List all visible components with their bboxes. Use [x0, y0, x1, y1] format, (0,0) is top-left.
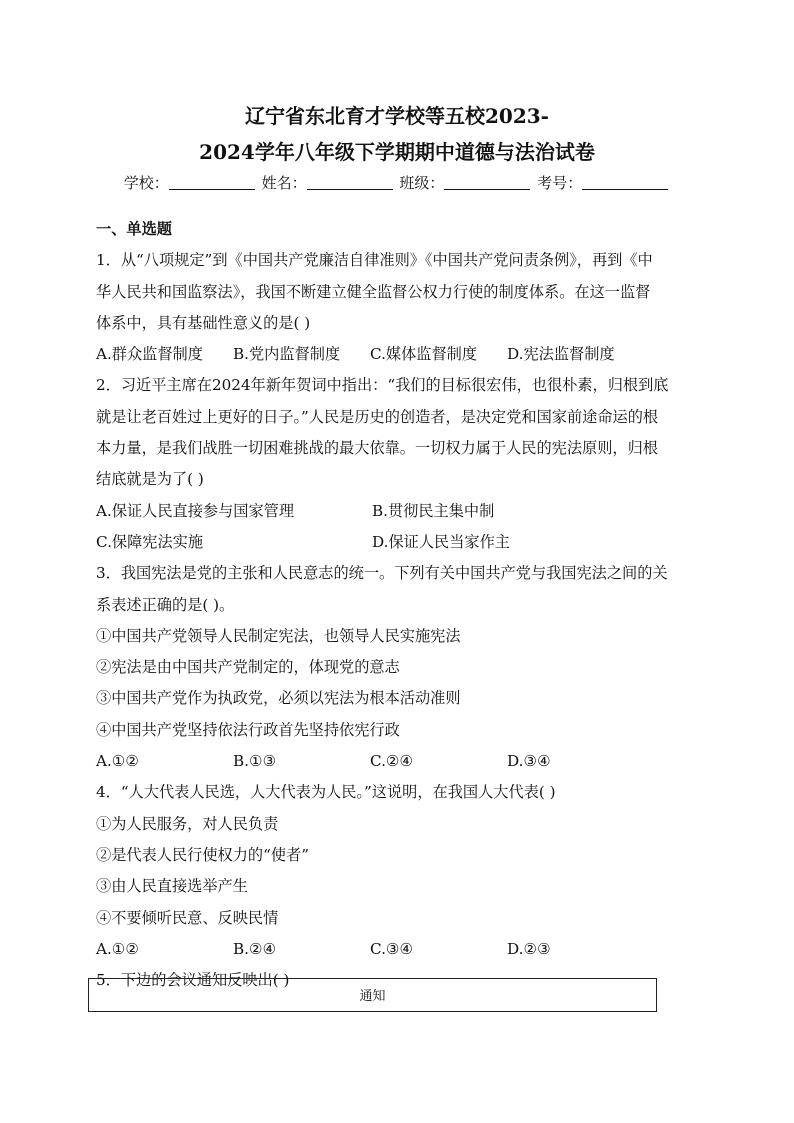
- option-a: A.群众监督制度: [96, 345, 203, 364]
- option-d: D.③④: [507, 752, 551, 771]
- statement-item: ①为人民服务，对人民负责: [96, 814, 279, 833]
- exam-title-line2: 2024学年八年级下学期期中道德与法治试卷: [199, 140, 595, 164]
- question-text-line: 4．“人大代表人民选，人大代表为人民。”这说明，在我国人大代表( ): [96, 783, 556, 802]
- option-c: C.③④: [370, 939, 414, 958]
- question-text-line: 系表述正确的是( )。: [96, 595, 235, 614]
- statement-item: ①中国共产党领导人民制定宪法，也领导人民实施宪法: [96, 626, 461, 645]
- question-3: [96, 558, 700, 777]
- student-info-row: [0, 172, 794, 193]
- options-row: [96, 339, 700, 370]
- option-d: D.保证人民当家作主: [372, 532, 510, 551]
- option-b: B.贯彻民主集中制: [372, 501, 495, 520]
- option-a: A.保证人民直接参与国家管理: [96, 501, 295, 520]
- option-b: B.②④: [233, 939, 277, 958]
- option-d: D.②③: [507, 939, 551, 958]
- notice-title: 通知: [359, 989, 386, 1004]
- school-blank[interactable]: [169, 175, 255, 190]
- option-b: B.①③: [233, 752, 277, 771]
- statement-item: ③中国共产党作为执政党，必须以宪法为根本活动准则: [96, 689, 461, 708]
- options-row: [96, 934, 700, 965]
- class-blank[interactable]: [444, 175, 530, 190]
- option-a: A.①②: [96, 752, 140, 771]
- question-text-line: 结底就是为了( ): [96, 470, 204, 489]
- options-row: [96, 746, 700, 777]
- question-text-line: 2．习近平主席在2024年新年贺词中指出：“我们的目标很宏伟，也很朴素，归根到底: [96, 376, 669, 395]
- question-text-line: 华人民共和国监察法》，我国不断建立健全监督公权力行使的制度体系。在这一监督: [96, 282, 651, 301]
- option-c: C.保障宪法实施: [96, 532, 204, 551]
- options-row: [96, 496, 700, 527]
- statement-item: ②是代表人民行使权力的“使者”: [96, 845, 309, 864]
- name-label: 姓名：: [261, 174, 307, 192]
- exam-number-blank[interactable]: [582, 175, 668, 190]
- name-blank[interactable]: [307, 175, 393, 190]
- statement-item: ④中国共产党坚持依法行政首先坚持依宪行政: [96, 720, 400, 739]
- question-text-line: 5．下边的会议通知反映出( ): [96, 971, 290, 990]
- exam-content: [96, 214, 700, 996]
- statement-item: ②宪法是由中国共产党制定的，体现党的意志: [96, 658, 400, 677]
- section-heading: 一、单选题: [96, 220, 172, 238]
- exam-title-line1: 辽宁省东北育才学校等五校2023-: [245, 104, 549, 128]
- question-text-line: 本力量，是我们战胜一切困难挑战的最大依靠。一切权力属于人民的宪法原则，归根: [96, 439, 658, 458]
- question-text-line: 体系中，具有基础性意义的是( ): [96, 313, 311, 332]
- option-c: C.②④: [370, 752, 414, 771]
- question-text-line: 3．我国宪法是党的主张和人民意志的统一。下列有关中国共产党与我国宪法之间的关: [96, 564, 668, 583]
- option-a: A.①②: [96, 939, 140, 958]
- meeting-notice-box: [88, 978, 657, 1012]
- option-d: D.宪法监督制度: [507, 345, 615, 364]
- option-b: B.党内监督制度: [233, 345, 341, 364]
- question-text-line: 1．从“八项规定”到《中国共产党廉洁自律准则》《中国共产党问责条例》，再到《中: [96, 251, 653, 270]
- school-label: 学校：: [123, 174, 169, 192]
- option-c: C.媒体监督制度: [370, 345, 478, 364]
- statement-item: ③由人民直接选举产生: [96, 877, 248, 896]
- statement-item: ④不要倾听民意、反映民情: [96, 908, 279, 927]
- question-text-line: 就是让老百姓过上更好的日子。”人民是历史的创造者，是决定党和国家前途命运的根: [96, 407, 659, 426]
- question-4: [96, 777, 700, 965]
- question-1: [96, 245, 700, 370]
- question-2: [96, 370, 700, 558]
- class-label: 班级：: [399, 174, 445, 192]
- options-row: [96, 527, 700, 558]
- exam-number-label: 考号：: [537, 174, 583, 192]
